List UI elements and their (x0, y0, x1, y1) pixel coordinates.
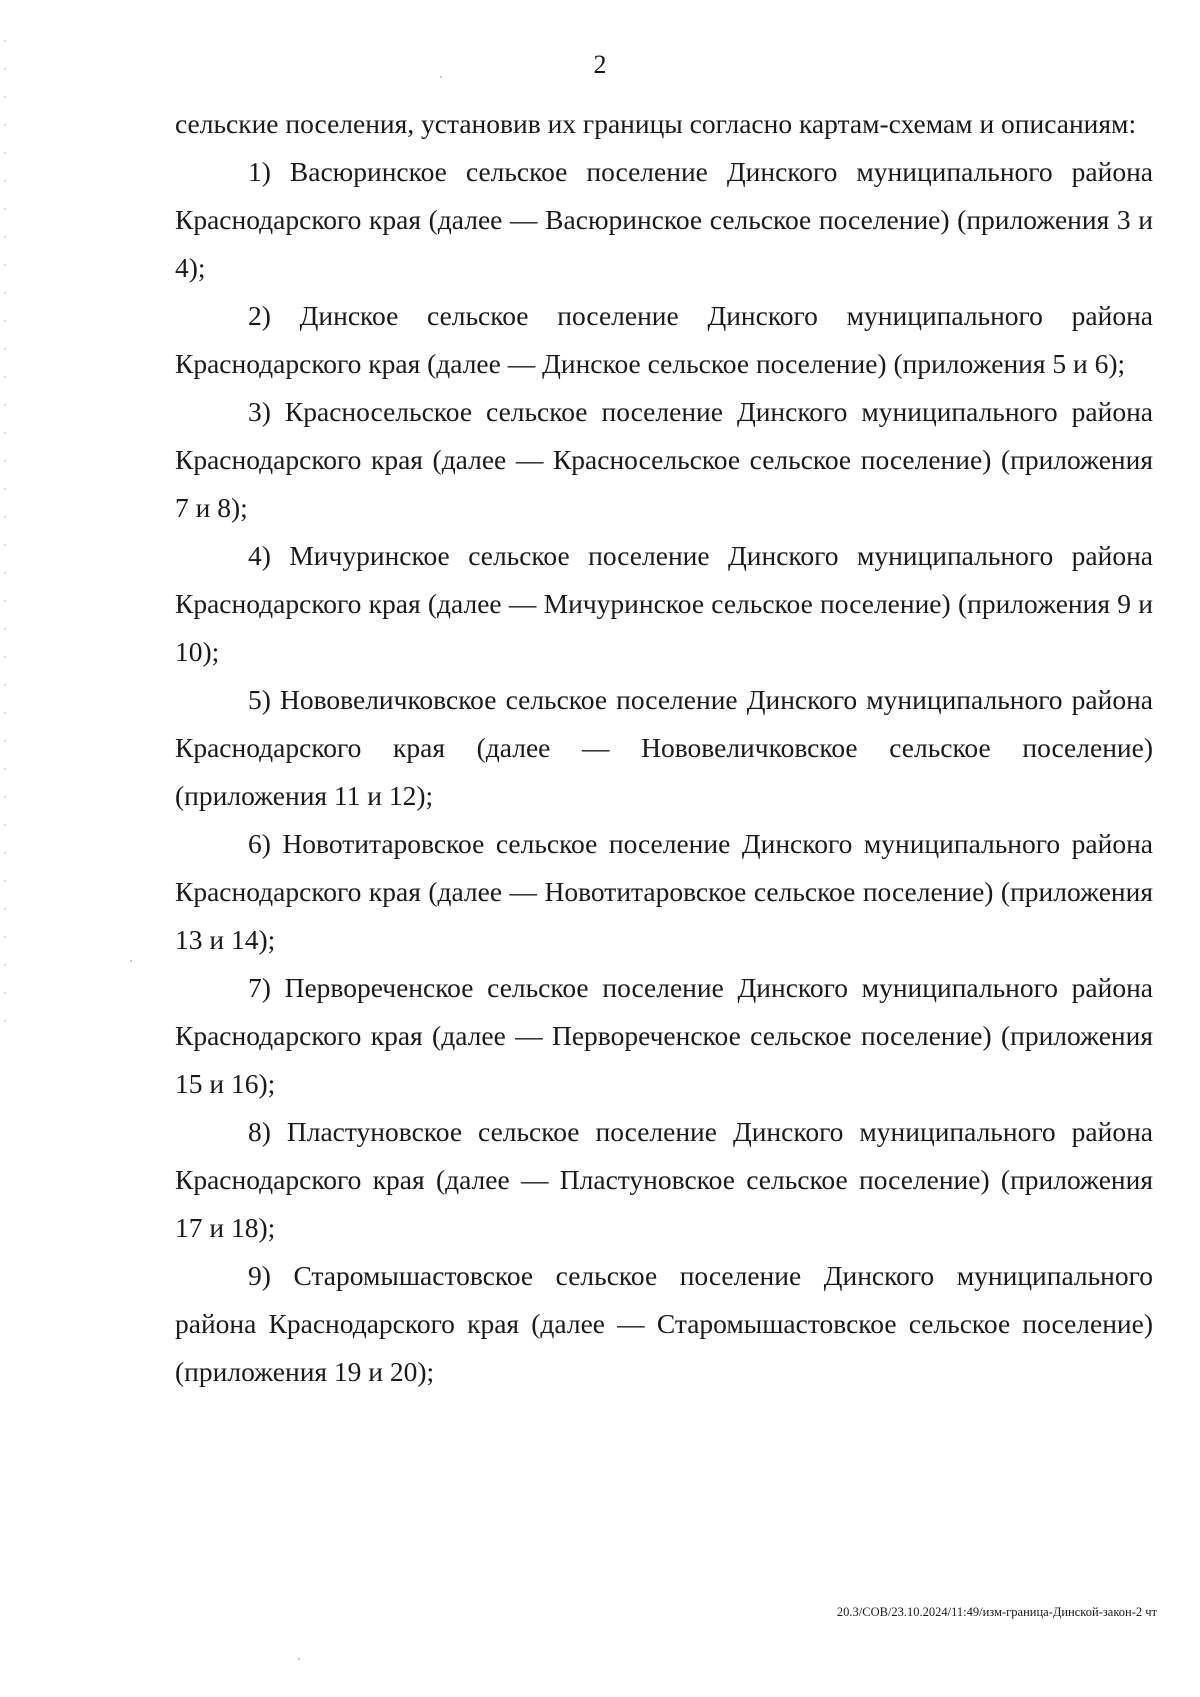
scan-speck (130, 960, 132, 962)
scan-speck (298, 1658, 300, 1660)
list-item: 4) Мичуринское сельское поселение Динского муниципального района Краснодарского края (далее — Мичуринское сельское поселение) (приложения 9 и 10); (175, 540, 1153, 667)
page-number: 2 (593, 50, 607, 79)
list-item: 7) Первореченское сельское поселение Динского муниципального района Краснодарского края (далее — Первореченское сельское поселение) (приложения 15 и 16); (175, 972, 1153, 1099)
scan-margin-marks (4, 40, 6, 1040)
list-item: 1) Васюринское сельское поселение Динского муниципального района Краснодарского края (далее — Васюринское сельское поселение) (приложения 3 и 4); (175, 156, 1153, 283)
list-item: 9) Старомышастовское сельское поселение Динского муниципального района Краснодарского края (далее — Старомышастовское сельское поселение) (приложения 19 и 20); (175, 1260, 1153, 1387)
document-footer-code: 20.3/СОВ/23.10.2024/11:49/изм-граница-Динской-закон-2 чт (836, 1605, 1157, 1619)
document-body (175, 100, 1153, 1396)
list-item: 8) Пластуновское сельское поселение Динского муниципального района Краснодарского края (далее — Пластуновское сельское поселение) (приложения 17 и 18); (175, 1116, 1153, 1243)
list-item: 3) Красносельское сельское поселение Динского муниципального района Краснодарского края (далее — Красносельское сельское поселение) (приложения 7 и 8); (175, 396, 1153, 523)
list-item: 5) Нововеличковское сельское поселение Динского муниципального района Краснодарского края (далее — Нововеличковское сельское поселение) (приложения 11 и 12); (175, 684, 1153, 811)
intro-paragraph: сельские поселения, установив их границы согласно картам-схемам и описаниям: (175, 108, 1137, 139)
list-item: 6) Новотитаровское сельское поселение Динского муниципального района Краснодарского края (далее — Новотитаровское сельское поселение) (приложения 13 и 14); (175, 828, 1153, 955)
list-item: 2) Динское сельское поселение Динского муниципального района Краснодарского края (далее — Динское сельское поселение) (приложения 5 и 6); (175, 300, 1153, 379)
